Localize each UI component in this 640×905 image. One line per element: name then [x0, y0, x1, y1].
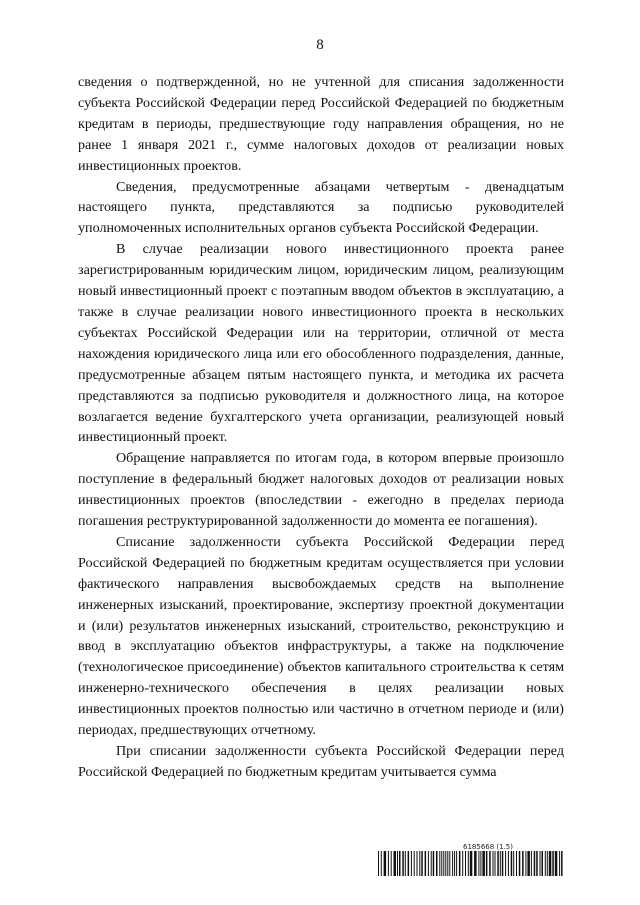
- page-number: 8: [316, 37, 324, 53]
- document-code: 6185668 (1.5): [463, 843, 513, 851]
- document-body: [78, 72, 564, 783]
- paragraph: Списание задолженности субъекта Российской Федерации перед Российской Федерацией по бюджетным кредитам осуществляется при условии фактического направления высвобождаемых средств на выполнение инженерных изысканий, проектирование, экспертизу проектной документации и (или) результатов инженерных изысканий, строительство, реконструкцию и ввод в эксплуатацию объектов инфраструктуры, а также на подключение (технологическое присоединение) объектов капитального строительства к сетям инженерно-технического обеспечения в целях реализации новых инвестиционных проектов полностью или частично в отчетном периоде и (или) периодах, предшествующих отчетному.: [78, 533, 564, 739]
- barcode-icon: [378, 851, 565, 876]
- paragraph: В случае реализации нового инвестиционного проекта ранее зарегистрированным юридическим лицом, юридическим лицом, реализующим новый инвестиционный проект с поэтапным вводом объектов в эксплуатацию, а также в случае реализации нового инвестиционного проекта в нескольких субъектах Российской Федерации или на территории, отличной от места нахождения юридического лица или его обособленного подразделения, данные, предусмотренные абзацем пятым настоящего пункта, и методика их расчета представляются за подписью руководителя и должностного лица, на которое возлагается ведение бухгалтерского учета организации, реализующей новый инвестиционный проект.: [78, 241, 564, 446]
- paragraph: Обращение направляется по итогам года, в котором впервые произошло поступление в федеральный бюджет налоговых доходов от реализации новых инвестиционных проектов (впоследствии - ежегодно в пределах периода погашения реструктурированной задолженности до момента ее погашения).: [78, 450, 564, 530]
- paragraph: При списании задолженности субъекта Российской Федерации перед Российской Федерацией по бюджетным кредитам учитывается сумма: [78, 743, 564, 780]
- paragraph: сведения о подтвержденной, но не учтенной для списания задолженности субъекта Российской Федерации перед Российской Федерацией по бюджетным кредитам в периоды, предшествующие году направления обращения, но не ранее 1 января 2021 г., сумме налоговых доходов от реализации новых инвестиционных проектов.: [78, 74, 564, 174]
- paragraph: Сведения, предусмотренные абзацами четвертым - двенадцатым настоящего пункта, представляются за подписью руководителей уполномоченных исполнительных органов субъекта Российской Федерации.: [78, 178, 564, 237]
